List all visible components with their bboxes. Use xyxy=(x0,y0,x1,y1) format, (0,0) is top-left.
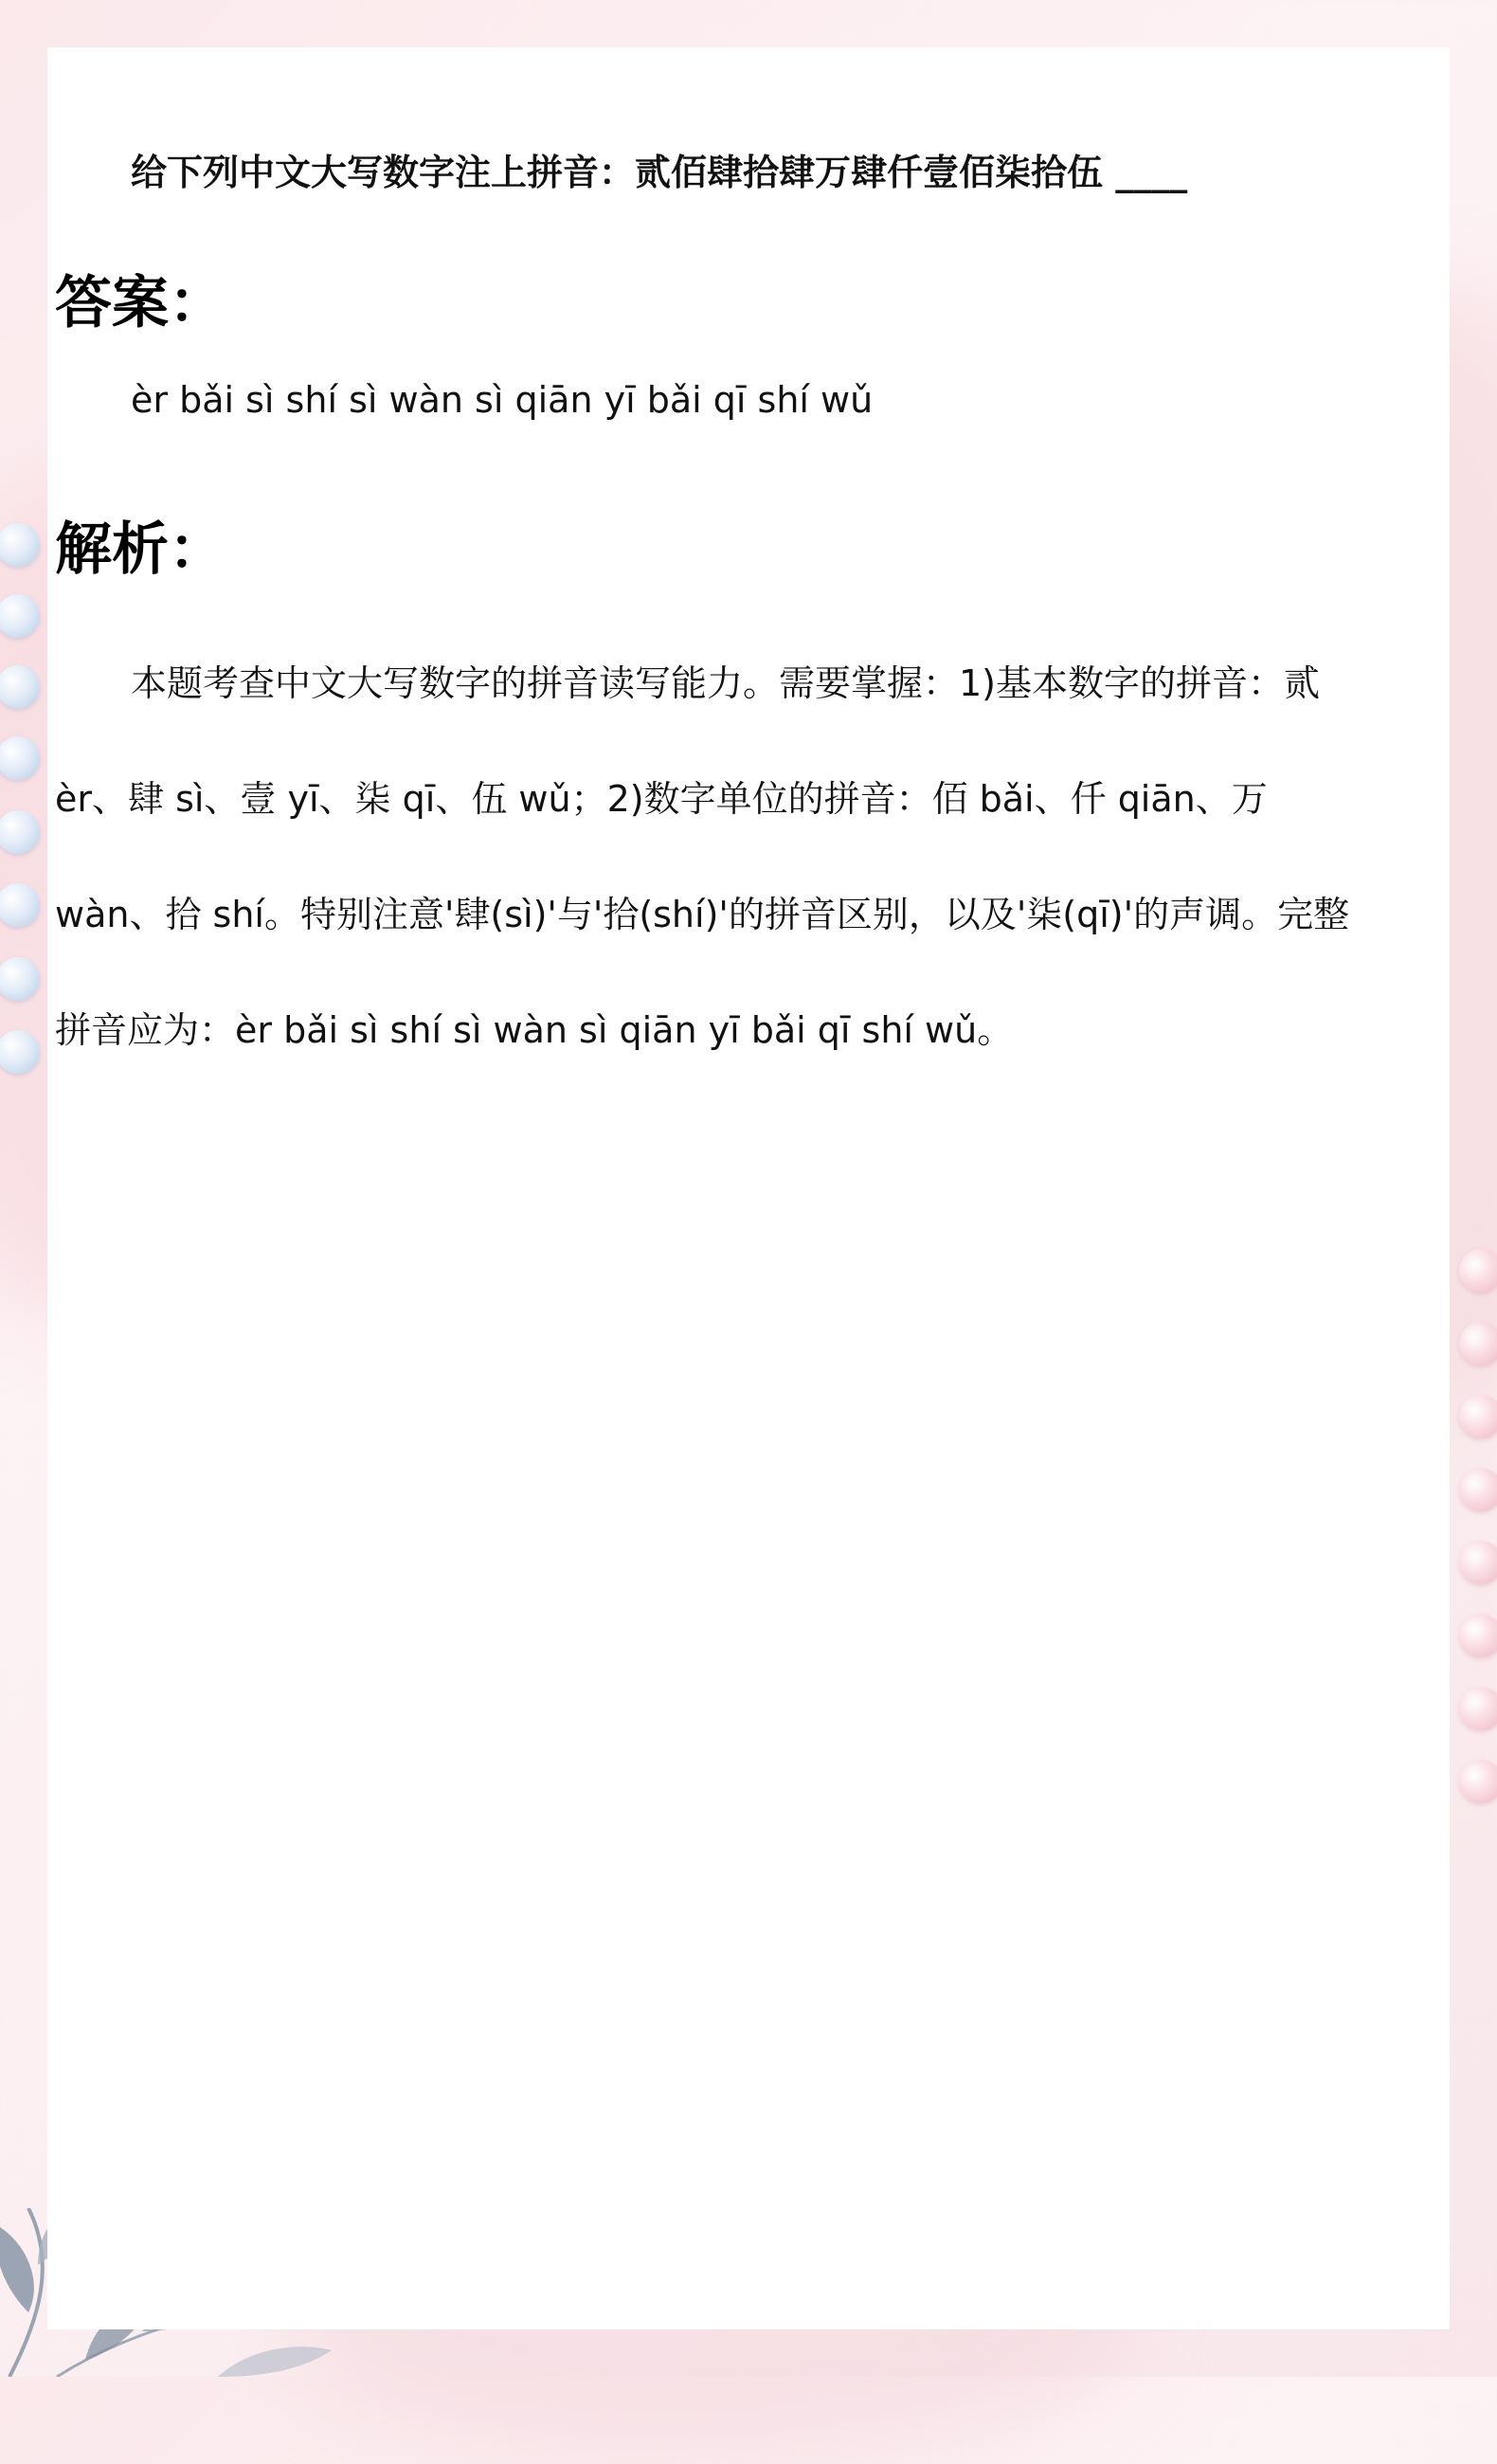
decorative-bead xyxy=(1459,1468,1497,1512)
decorative-bead xyxy=(1459,1322,1497,1366)
decorative-bead xyxy=(1459,1614,1497,1658)
decorative-bead xyxy=(1459,1760,1497,1803)
answer-text: èr bǎi sì shí sì wàn sì qiān yī bǎi qī shí wǔ xyxy=(131,379,874,421)
analysis-text: 本题考查中文大写数字的拼音读写能力。需要掌握：1)基本数字的拼音：贰 èr、肆 sì、壹 yī、柒 qī、伍 wǔ；2)数字单位的拼音：佰 bǎi、仟 qiān、万 wàn、拾 shí。特别注意'肆(sì)'与'拾(shí)'的拼音区别，以及'柒(qī)'的声调。完整拼音应为：èr bǎi sì shí sì wàn sì qiān yī bǎi qī shí wǔ。 xyxy=(55,662,1350,1051)
question-text: 给下列中文大写数字注上拼音：贰佰肆拾肆万肆仟壹佰柒拾伍 ____ xyxy=(131,152,1188,193)
analysis-heading: 解析： xyxy=(55,516,225,583)
answer-heading: 答案： xyxy=(55,270,225,336)
decorative-bead xyxy=(1459,1395,1497,1439)
decorative-bead xyxy=(1459,1541,1497,1585)
decorative-bead xyxy=(1459,1249,1497,1293)
decorative-bead xyxy=(1459,1687,1497,1730)
